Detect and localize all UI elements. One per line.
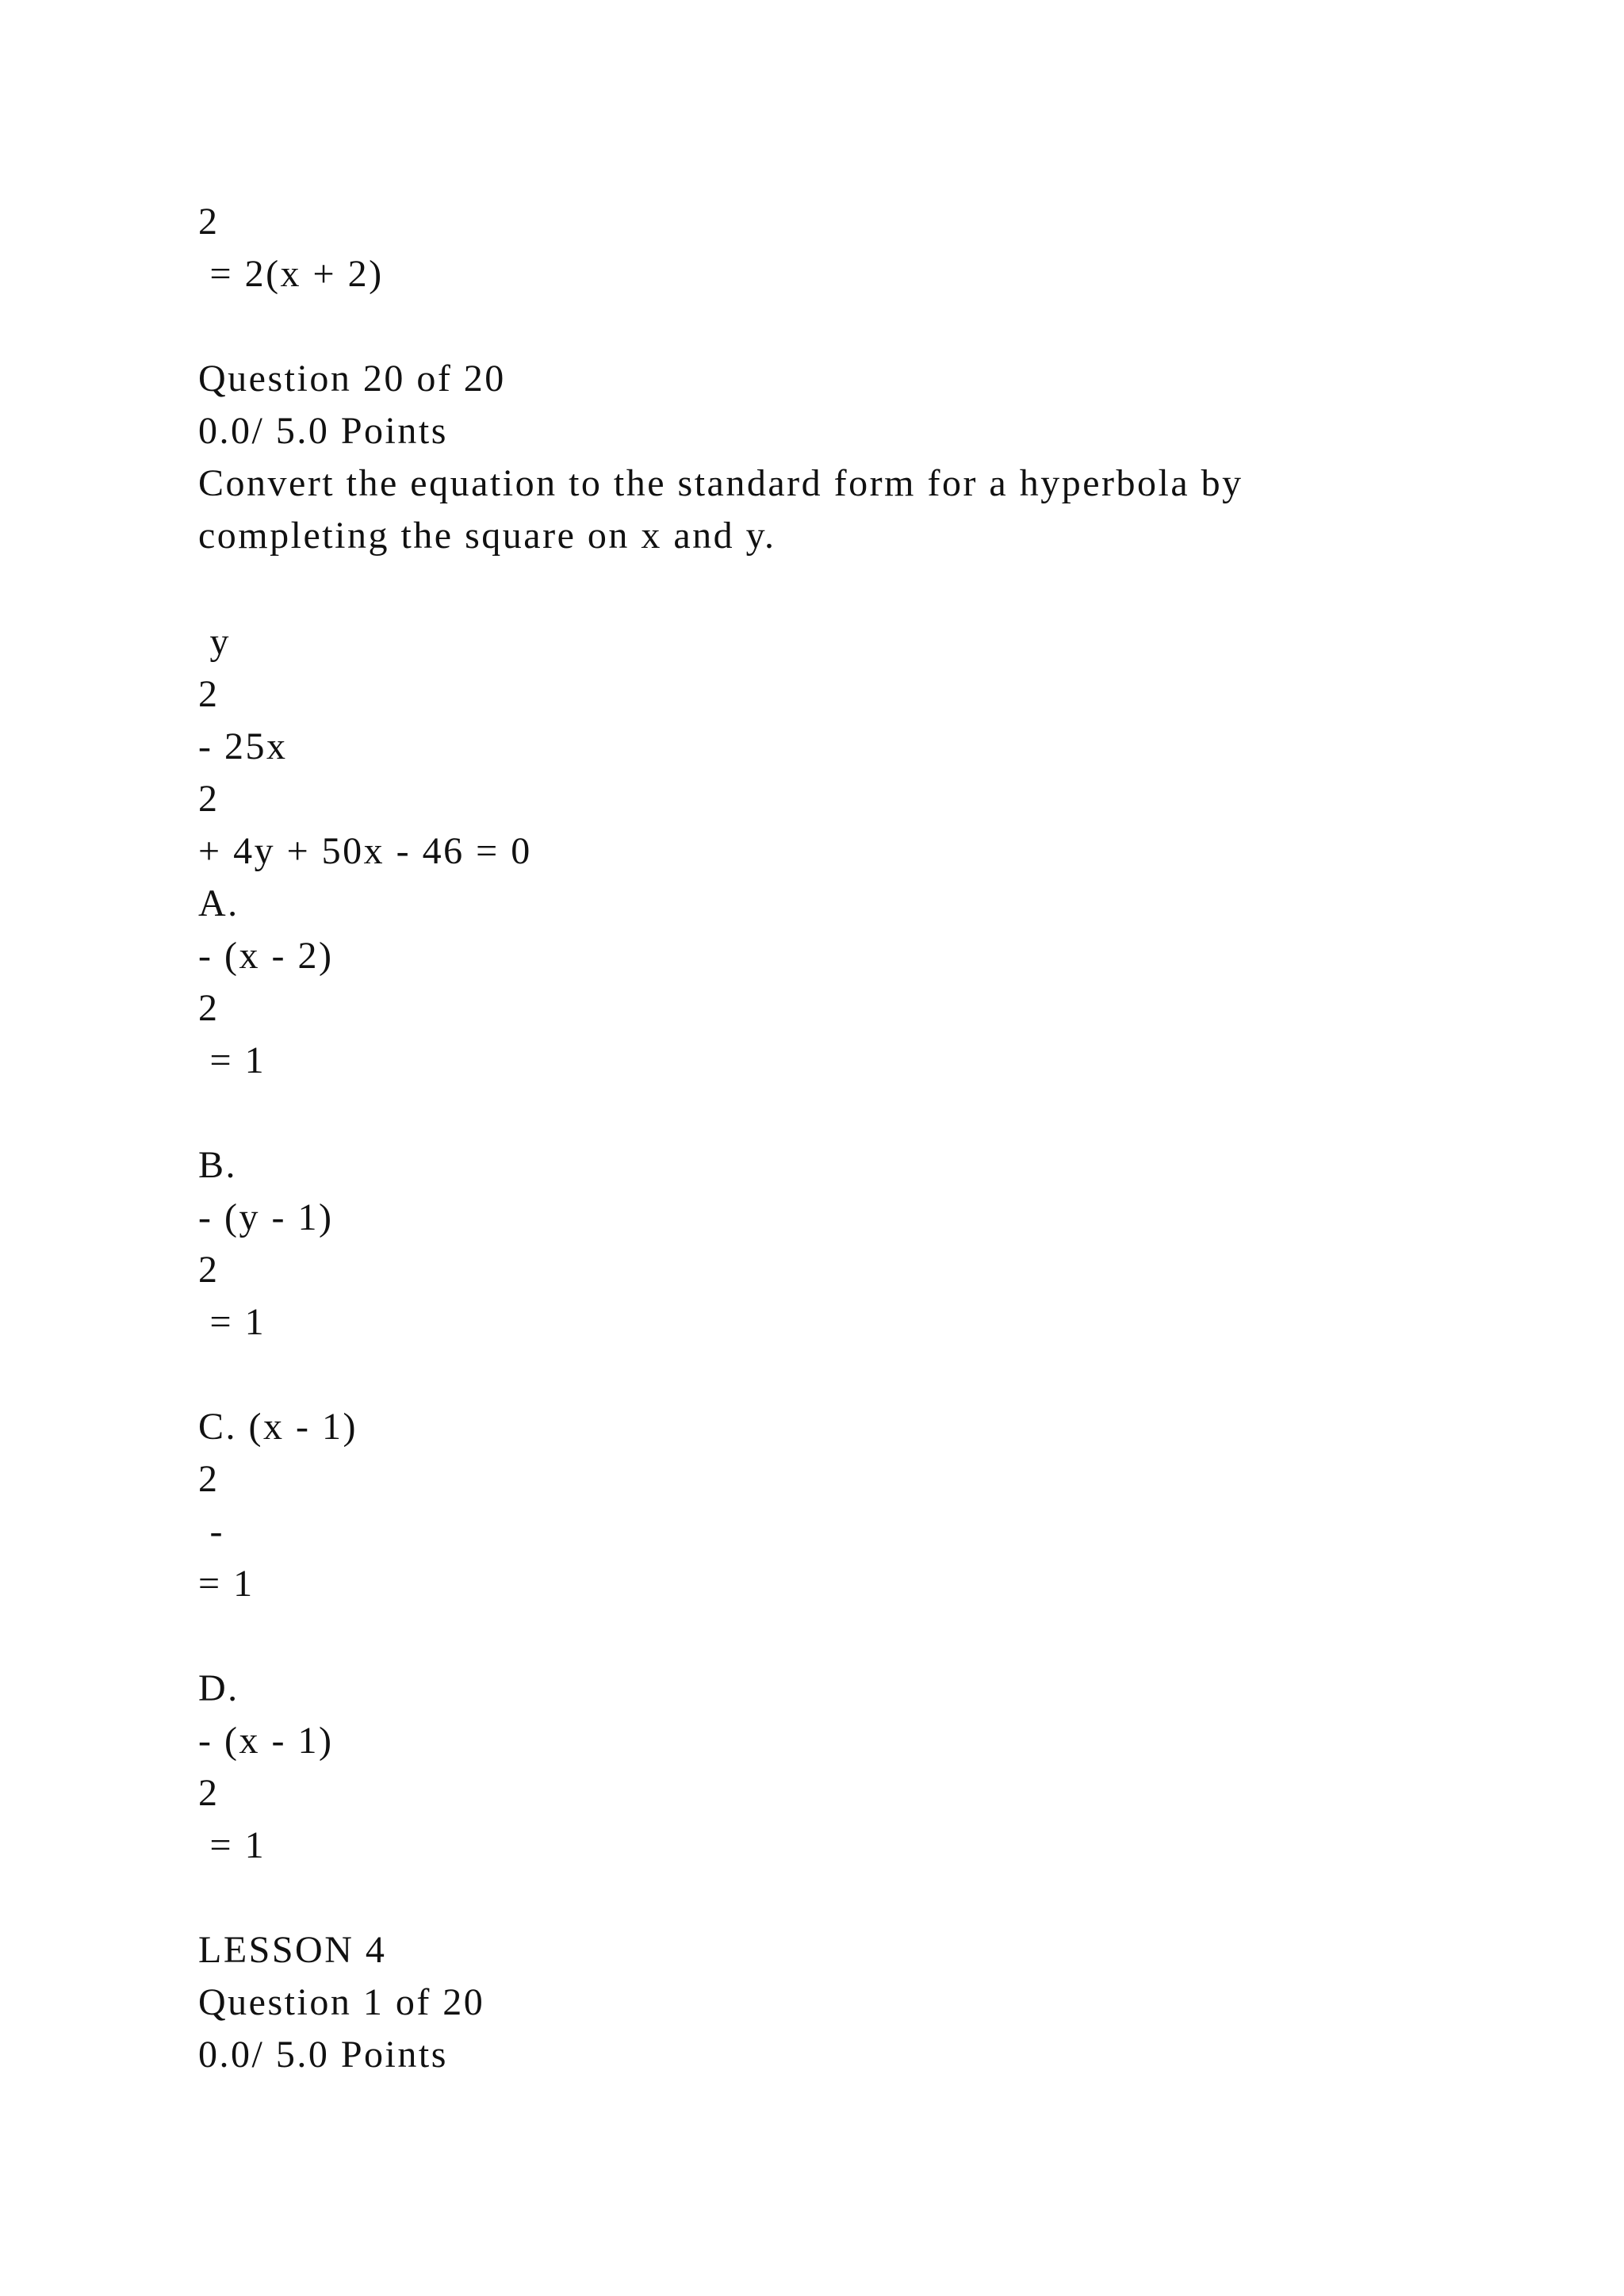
equation-remainder: + 4y + 50x - 46 = 0	[198, 830, 532, 872]
question-prompt-line2: completing the square on x and y.	[198, 515, 776, 557]
option-d-expression: - (x - 1)	[198, 1720, 334, 1762]
option-b-rhs: = 1	[198, 1301, 266, 1343]
equation-superscript: 2	[198, 673, 220, 715]
question-prompt-line1: Convert the equation to the standard form for a hyperbola by	[198, 462, 1243, 504]
equation-superscript: 2	[198, 778, 220, 820]
option-b-superscript: 2	[198, 1249, 220, 1291]
question-points: 0.0/ 5.0 Points	[198, 410, 448, 452]
option-c-dash: -	[198, 1510, 224, 1552]
option-d-superscript: 2	[198, 1772, 220, 1814]
equation-term-y: y	[198, 621, 231, 663]
question-header: Question 20 of 20	[198, 358, 506, 400]
option-a-expression: - (x - 2)	[198, 935, 334, 977]
lesson-question-points: 0.0/ 5.0 Points	[198, 2034, 448, 2076]
option-a-rhs: = 1	[198, 1039, 266, 1081]
prev-answer-superscript: 2	[198, 201, 220, 243]
option-b-expression: - (y - 1)	[198, 1196, 334, 1238]
option-d-label: D.	[198, 1667, 239, 1709]
option-a-label: A.	[198, 882, 239, 924]
lesson-question-header: Question 1 of 20	[198, 1981, 485, 2023]
lesson-title: LESSON 4	[198, 1929, 387, 1971]
option-c-label-expression: C. (x - 1)	[198, 1406, 358, 1448]
option-c-rhs: = 1	[198, 1563, 255, 1605]
option-d-rhs: = 1	[198, 1824, 266, 1866]
option-a-superscript: 2	[198, 987, 220, 1029]
option-c-superscript: 2	[198, 1458, 220, 1500]
option-b-label: B.	[198, 1144, 238, 1186]
equation-term-x: - 25x	[198, 725, 288, 767]
prev-answer-equation: = 2(x + 2)	[198, 253, 384, 295]
